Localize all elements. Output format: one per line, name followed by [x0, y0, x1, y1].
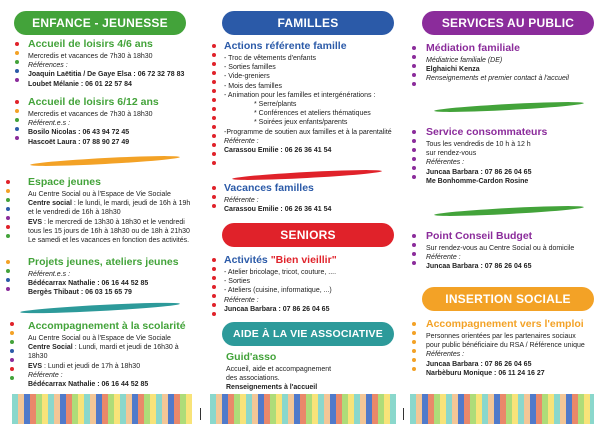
activity-item: -Programme de soutien aux familles et à la parentalité	[224, 128, 392, 136]
contact-line: Narbèburu Monique : 06 11 24 16 27	[426, 369, 545, 377]
activity-item: - Sorties familles	[224, 64, 276, 72]
referents-label: Référente :	[28, 371, 63, 379]
referents-label: Références :	[28, 62, 68, 70]
decorative-brush-stroke	[232, 168, 382, 182]
place-label: EVS	[28, 218, 43, 226]
header-insertion-sociale: INSERTION SOCIALE	[422, 287, 594, 311]
schedule-text: 18h30	[28, 353, 48, 361]
referents-label: Référente :	[426, 254, 461, 262]
bullet-dots	[212, 44, 217, 170]
role-text: Médiatrice familiale (DE)	[426, 57, 503, 64]
block-mediation	[426, 42, 600, 84]
block-bien-vieillir	[224, 254, 400, 314]
referents-label: Référentes :	[426, 351, 465, 359]
activity-item: - Vide-greniers	[224, 73, 270, 81]
activity-item: - Mois des familles	[224, 82, 282, 90]
people-illustration-band	[12, 394, 192, 424]
block-title: Accueil de loisirs 4/6 ans	[28, 38, 153, 50]
referents-label: Référent.e.s :	[28, 120, 71, 128]
location-text: Au Centre Social ou à l'Espace de Vie Sociale	[28, 335, 171, 342]
bullet-dots	[6, 180, 11, 243]
bullet-dots	[412, 130, 417, 184]
contact-line: Juncaa Barbara : 07 86 26 04 65	[426, 168, 532, 176]
bullet-dots	[15, 42, 20, 87]
block-actions-famille	[224, 40, 400, 155]
contact-line: Juncaa Barbara : 07 86 26 04 65	[426, 263, 532, 271]
decorative-brush-stroke	[30, 154, 180, 168]
contact-line: Hascoët Laura : 07 88 90 27 49	[28, 138, 130, 146]
block-title: Accompagnement à la scolarité	[28, 320, 186, 332]
info-text: Renseignements et premier contact à l'accueil	[426, 75, 569, 83]
bullet-dots	[212, 258, 217, 321]
decorative-brush-stroke	[20, 301, 180, 315]
block-title: Accompagnement vers l'emploi	[426, 318, 584, 330]
activity-subitem: * Conférences et ateliers thématiques	[254, 110, 371, 118]
activity-subitem: * Serre/plants	[254, 101, 297, 109]
block-emploi	[426, 318, 600, 378]
block-title: Médiation familiale	[426, 42, 520, 54]
people-illustration-band	[210, 394, 396, 424]
bullet-dots	[6, 260, 11, 296]
contact-line: Elghaichi Kenza	[426, 66, 480, 74]
block-title: Service consommateurs	[426, 126, 548, 138]
block-projets-jeunes	[28, 256, 198, 298]
schedule-text: Mercredis et vacances de 7h30 à 18h30	[28, 111, 153, 118]
activity-item: - Atelier bricolage, tricot, couture, ....	[224, 269, 337, 276]
block-espace-jeunes	[28, 176, 198, 245]
title-part: Activités	[224, 254, 271, 266]
header-enfance-jeunesse: ENFANCE - JEUNESSE	[14, 11, 186, 35]
block-title: Accueil de loisirs 6/12 ans	[28, 96, 159, 108]
column-enfance-jeunesse	[0, 0, 198, 424]
bullet-dots	[412, 46, 417, 91]
activity-subitem: * Soirées jeux enfants/parents	[254, 119, 348, 127]
title-highlight: "Bien vieillir"	[270, 254, 337, 266]
header-seniors: SENIORS	[222, 223, 394, 247]
decorative-brush-stroke	[434, 204, 584, 218]
block-title: Espace jeunes	[28, 176, 101, 188]
bullet-dots	[212, 186, 217, 213]
contact-line: Renseignements à l'accueil	[226, 384, 318, 392]
schedule-text: : le mercredi de 13h30 à 18h30 et le vendredi	[42, 218, 185, 226]
header-services-public: SERVICES AU PUBLIC	[422, 11, 594, 35]
schedule-text: : Lundi et jeudi de 17h à 18h30	[42, 362, 141, 370]
block-vacances-familles	[224, 182, 400, 214]
block-loisirs-4-6	[28, 38, 198, 89]
contact-line: Bosilo Nicolas : 06 43 94 72 45	[28, 129, 130, 137]
bullet-dots	[412, 322, 417, 376]
activity-item: - Troc de vêtements d'enfants	[224, 55, 316, 62]
block-guid-asso	[226, 351, 400, 393]
bullet-dots	[412, 234, 417, 270]
contact-line: Juncaa Barbara : 07 86 26 04 65	[224, 305, 330, 313]
activity-item: - Sorties	[224, 278, 251, 286]
place-label: Centre social	[28, 200, 72, 208]
contact-line: Carassou Emilie : 06 26 36 41 54	[224, 147, 332, 155]
people-illustration-band	[410, 394, 594, 424]
schedule-text: Le samedi et les vacances en fonction des activités.	[28, 237, 190, 245]
schedule-text: Sur rendez-vous au Centre Social ou à domicile	[426, 245, 575, 252]
referents-label: Référente :	[224, 296, 259, 304]
page-divider	[200, 408, 201, 420]
referents-label: Référent.e.s :	[28, 271, 71, 278]
block-title: Guid'asso	[226, 351, 277, 363]
bullet-dots	[10, 322, 15, 385]
contact-line: Juncaa Barbara : 07 86 26 04 65	[426, 360, 532, 368]
contact-line: Loubet Mélanie : 06 01 22 57 84	[28, 80, 132, 88]
schedule-text: Mercredis et vacances de 7h30 à 18h30	[28, 53, 153, 60]
schedule-text: : Lundi, mardi et jeudi de 16h30 à	[72, 344, 179, 352]
referents-label: Référente :	[224, 197, 259, 204]
column-familles	[202, 0, 400, 424]
location-text: Au Centre Social ou à l'Espace de Vie Sociale	[28, 191, 171, 198]
block-loisirs-6-12	[28, 96, 198, 147]
contact-line: Bédécarrax Nathalie : 06 16 44 52 85	[28, 381, 149, 389]
bullet-dots	[15, 100, 20, 145]
description-text: des associations.	[226, 375, 280, 383]
schedule-text: tous les 15 jours de 16h à 18h30 ou de 18h à 21h30	[28, 227, 190, 235]
block-title: Projets jeunes, ateliers jeunes	[28, 256, 179, 268]
contact-line: Bédécarrax Nathalie : 06 16 44 52 85	[28, 280, 149, 288]
decorative-brush-stroke	[434, 100, 584, 114]
description-text: pour public bénéficiaire du RSA / Référence unique	[426, 342, 585, 350]
block-title: Actions référente famille	[224, 40, 347, 52]
block-title: Vacances familles	[224, 182, 314, 194]
header-familles: FAMILLES	[222, 11, 394, 35]
header-vie-associative: AIDE À LA VIE ASSOCIATIVE	[222, 322, 394, 346]
activity-item: - Animation pour les familles et intergénérations :	[224, 91, 376, 99]
schedule-text: Tous les vendredis de 10 h à 12 h	[426, 141, 531, 148]
schedule-text: et le vendredi de 16h à 18h30	[28, 209, 121, 217]
schedule-text: : le lundi, le mardi, jeudi de 16h à 19h	[71, 200, 191, 208]
place-label: Centre Social	[28, 344, 73, 352]
description-text: Personnes orientées par les partenaires sociaux	[426, 333, 576, 340]
referents-label: Référente :	[224, 137, 259, 145]
description-text: Accueil, aide et accompagnement	[226, 366, 332, 373]
block-service-consommateurs	[426, 126, 600, 186]
contact-line: Carassou Emilie : 06 26 36 41 54	[224, 206, 332, 214]
block-title	[224, 254, 400, 267]
block-scolarite	[28, 320, 198, 389]
activity-item: - Ateliers (cuisine, informatique, ...)	[224, 287, 332, 295]
block-title: Point Conseil Budget	[426, 230, 533, 242]
contact-line: Bergès Thibaut : 06 03 15 65 79	[28, 289, 132, 297]
block-point-conseil-budget	[426, 230, 600, 272]
contact-line: Me Bonhomme-Cardon Rosine	[426, 177, 529, 185]
place-label: EVS	[28, 362, 43, 370]
referents-label: Référentes :	[426, 159, 465, 167]
contact-line: Joaquin Laëtitia / De Gaye Elsa : 06 72 32 78 83	[28, 71, 185, 79]
column-services-public	[404, 0, 600, 424]
schedule-text: sur rendez-vous	[426, 150, 477, 158]
